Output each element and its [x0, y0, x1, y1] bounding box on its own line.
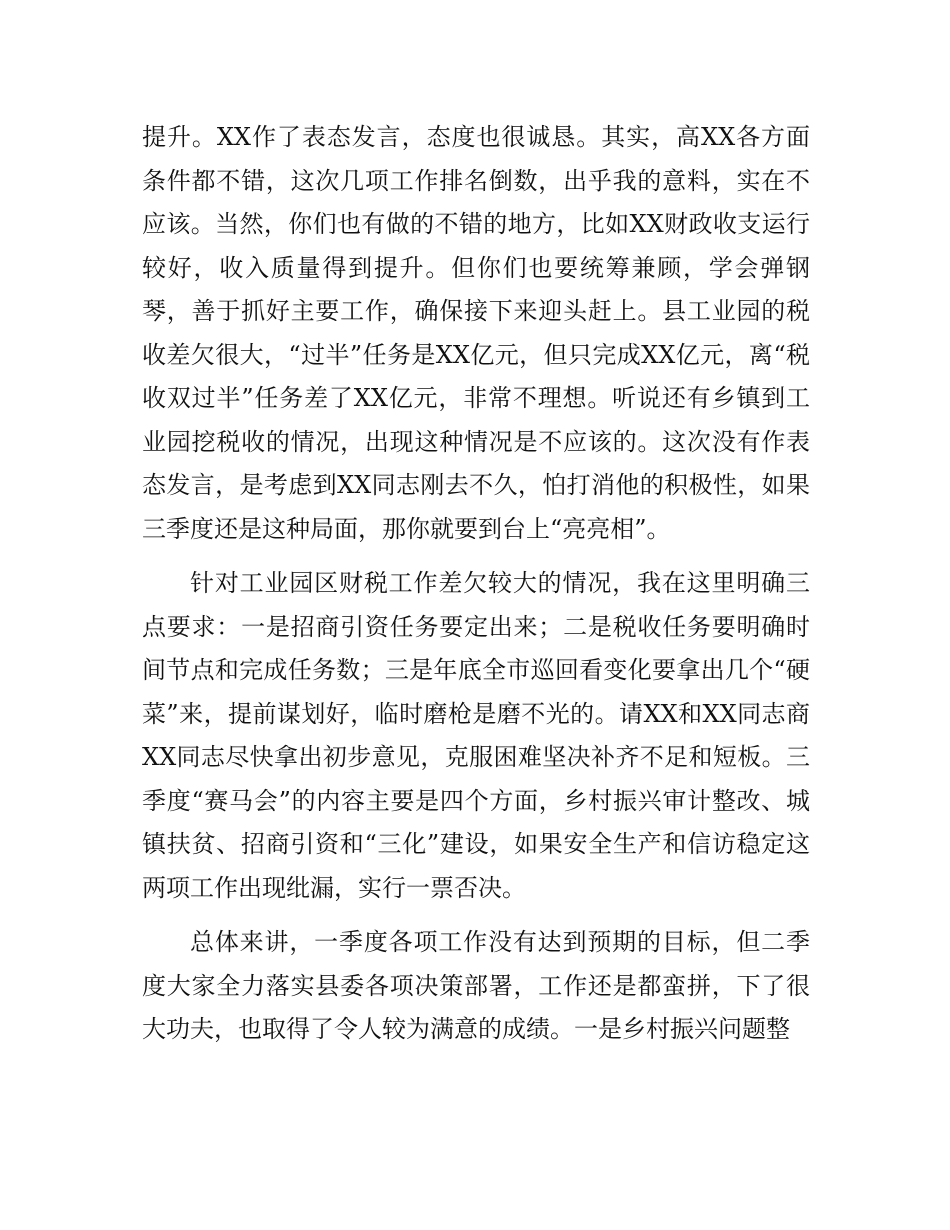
document-page	[142, 116, 810, 1052]
paragraph-summary: 总体来讲，一季度各项工作没有达到预期的目标，但二季度大家全力落实县委各项决策部署，工作还是都蛮拼，下了很大功夫，也取得了令人较为满意的成绩。一是乡村振兴问题整	[142, 928, 810, 1043]
paragraph-requirements: 针对工业园区财税工作差欠较大的情况，我在这里明确三点要求：一是招商引资任务要定出来；二是税收任务要明确时间节点和完成任务数；三是年底全市巡回看变化要拿出几个“硬菜”来，提前谋划好，临时磨枪是磨不光的。请XX和XX同志商XX同志尽快拿出初步意见，克服困难坚决补齐不足和短板。三季度“赛马会”的内容主要是四个方面，乡村振兴审计整改、城镇扶贫、招商引资和“三化”建设，如果安全生产和信访稳定这两项工作出现纰漏，实行一票否决。	[142, 569, 810, 902]
paragraph-continued: 提升。XX作了表态发言，态度也很诚恳。其实，高XX各方面条件都不错，这次几项工作排名倒数，出乎我的意料，实在不应该。当然，你们也有做的不错的地方，比如XX财政收支运行较好，收入质量得到提升。但你们也要统筹兼顾，学会弹钢琴，善于抓好主要工作，确保接下来迎头赶上。县工业园的税收差欠很大，“过半”任务是XX亿元，但只完成XX亿元，离“税收双过半”任务差了XX亿元，非常不理想。听说还有乡镇到工业园挖税收的情况，出现这种情况是不应该的。这次没有作表态发言，是考虑到XX同志刚去不久，怕打消他的积极性，如果三季度还是这种局面，那你就要到台上“亮亮相”。	[142, 123, 810, 543]
